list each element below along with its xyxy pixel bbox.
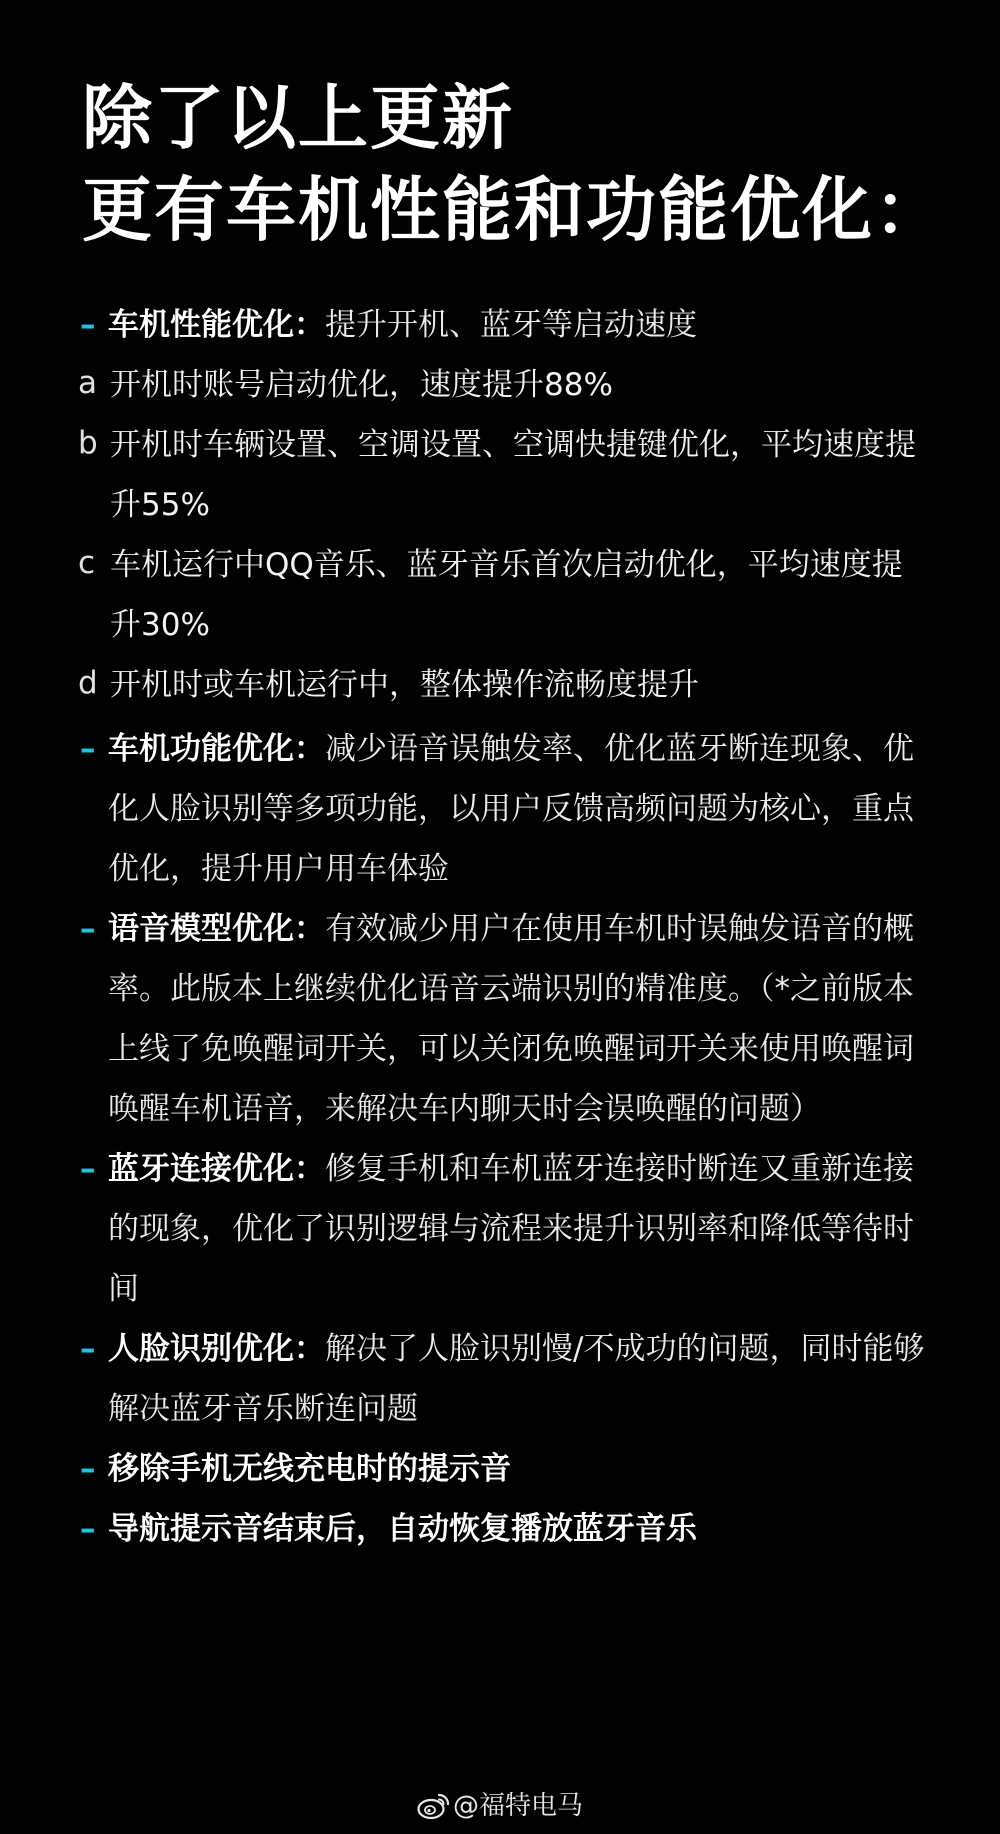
item-label: 车机功能优化： (108, 731, 325, 767)
dash-bullet: – (80, 1151, 96, 1187)
item-text: 解决了人脸识别慢/不成功的问题，同时能够解决蓝牙音乐断连问题 (108, 1331, 925, 1427)
item-label: 导航提示音结束后，自动恢复播放蓝牙音乐 (108, 1511, 697, 1547)
title-line-1: 除了以上更新 (82, 77, 514, 159)
feature-list (80, 295, 932, 1559)
sub-item (52, 535, 932, 655)
sub-item-text: 开机时或车机运行中，整体操作流畅度提升 (110, 667, 699, 703)
item-text: 有效减少用户在使用车机时误触发语音的概率。此版本上继续优化语音云端识别的精准度。（*之前版本上线了免唤醒词开关，可以关闭免唤醒词开关来使用唤醒词唤醒车机语音，来解决车内聊天时会误唤醒的问题） (108, 911, 914, 1127)
dash-bullet: – (80, 1331, 96, 1367)
item-text: 提升开机、蓝牙等启动速度 (325, 307, 697, 343)
list-item (80, 1319, 932, 1439)
list-item (80, 295, 932, 355)
sub-marker: b (78, 425, 98, 461)
item-label: 车机性能优化： (108, 307, 325, 343)
item-label: 蓝牙连接优化： (108, 1151, 325, 1187)
dash-bullet: – (80, 731, 96, 767)
sub-item (52, 415, 932, 535)
sub-marker: d (78, 665, 98, 701)
item-label: 人脸识别优化： (108, 1331, 325, 1367)
sub-item (52, 355, 932, 415)
dash-bullet: – (80, 307, 96, 343)
sub-item (52, 655, 932, 715)
watermark-handle: @福特电马 (452, 1791, 583, 1821)
sub-marker: a (78, 365, 97, 401)
item-text: 修复手机和车机蓝牙连接时断连又重新连接的现象，优化了识别逻辑与流程来提升识别率和降低等待时间 (108, 1151, 914, 1307)
page-title (82, 72, 946, 256)
dash-bullet: – (80, 911, 96, 947)
dash-bullet: – (80, 1451, 96, 1487)
list-item (80, 1499, 932, 1559)
dash-bullet: – (80, 1511, 96, 1547)
item-label: 移除手机无线充电时的提示音 (108, 1451, 511, 1487)
watermark (0, 1788, 1000, 1824)
list-item (80, 1139, 932, 1319)
list-item (80, 1439, 932, 1499)
sub-marker: c (78, 545, 96, 581)
list-item (80, 719, 932, 899)
sub-item-text: 开机时账号启动优化，速度提升88% (110, 367, 613, 403)
list-item (80, 899, 932, 1139)
sub-item-text: 车机运行中QQ音乐、蓝牙音乐首次启动优化，平均速度提升30% (110, 547, 903, 643)
weibo-icon (417, 1792, 451, 1820)
item-label: 语音模型优化： (108, 911, 325, 947)
sub-list (80, 355, 932, 715)
title-line-2: 更有车机性能和功能优化： (82, 169, 946, 251)
sub-item-text: 开机时车辆设置、空调设置、空调快捷键优化，平均速度提升55% (110, 427, 916, 523)
item-text: 减少语音误触发率、优化蓝牙断连现象、优化人脸识别等多项功能，以用户反馈高频问题为核心，重点优化，提升用户用车体验 (108, 731, 914, 887)
